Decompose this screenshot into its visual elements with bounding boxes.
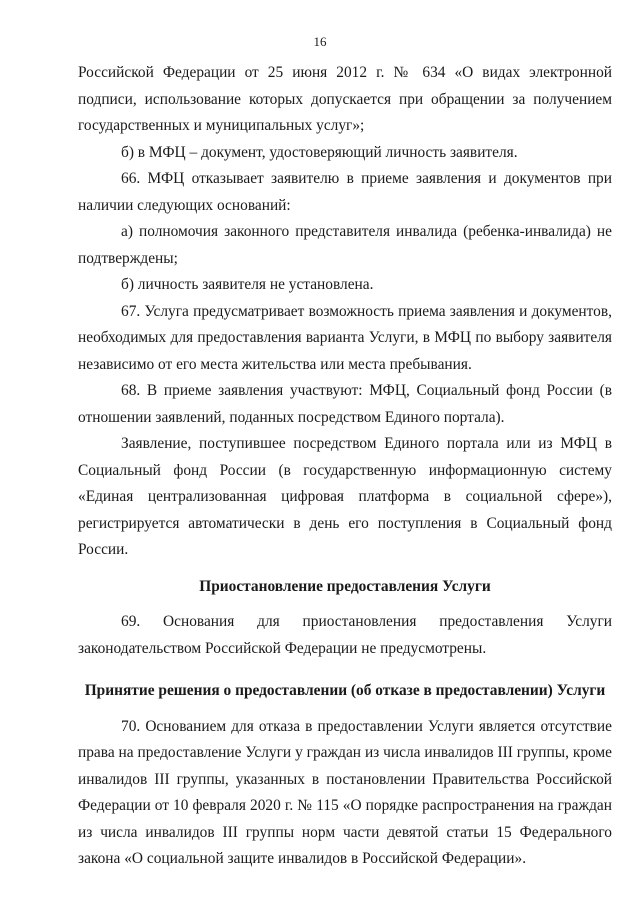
paragraph-item-b-mfc: б) в МФЦ – документ, удостоверяющий личность заявителя. bbox=[121, 143, 518, 161]
paragraph-67: 67. Услуга предусматривает возможность приема заявления и документов, необходимых для предоставления варианта Услуги, в МФЦ по выбору заявителя независимо от его места жительства или места пребывания. bbox=[78, 302, 612, 373]
paragraph-68-registration: Заявление, поступившее посредством Единого портала или из МФЦ в Социальный фонд России (в государственную информационную систему «Единая централизованная цифровая платформа в социальной сфере»), регистрируется автоматически в день его поступления в Социальный фонд России. bbox=[78, 435, 612, 558]
paragraph-69: 69. Основания для приостановления предоставления Услуги законодательством Российской Федерации не предусмотрены. bbox=[78, 613, 612, 657]
section-heading-decision: Принятие решения о предоставлении (об отказе в предоставлении) Услуги bbox=[84, 682, 606, 699]
document-body bbox=[78, 60, 612, 873]
section-heading-suspension: Приостановление предоставления Услуги bbox=[199, 577, 491, 595]
paragraph-66-b: б) личность заявителя не установлена. bbox=[121, 276, 374, 293]
paragraph-70: 70. Основанием для отказа в предоставлении Услуги является отсутствие права на предоставление Услуги у граждан из числа инвалидов III группы, кроме инвалидов III группы, указанных в постановлении Правительства Российской Федерации от 10 февраля 2020 г. № 115 «О порядке распространения на граждан из числа инвалидов III группы норм части девятой статьи 15 Федерального закона «О социальной защите инвалидов в Российской Федерации». bbox=[78, 717, 612, 867]
paragraph-68: 68. В приеме заявления участвуют: МФЦ, Социальный фонд России (в отношении заявлений, поданных посредством Единого портала). bbox=[78, 382, 612, 426]
page-number: 16 bbox=[313, 34, 327, 49]
paragraph-continuation: Российской Федерации от 25 июня 2012 г. № 634 «О видах электронной подписи, использование которых допускается при обращении за получением государственных и муниципальных услуг»; bbox=[78, 64, 612, 134]
paragraph-66: 66. МФЦ отказывает заявителю в приеме заявления и документов при наличии следующих оснований: bbox=[78, 170, 612, 214]
paragraph-66-a: а) полномочия законного представителя инвалида (ребенка-инвалида) не подтверждены; bbox=[78, 223, 612, 267]
